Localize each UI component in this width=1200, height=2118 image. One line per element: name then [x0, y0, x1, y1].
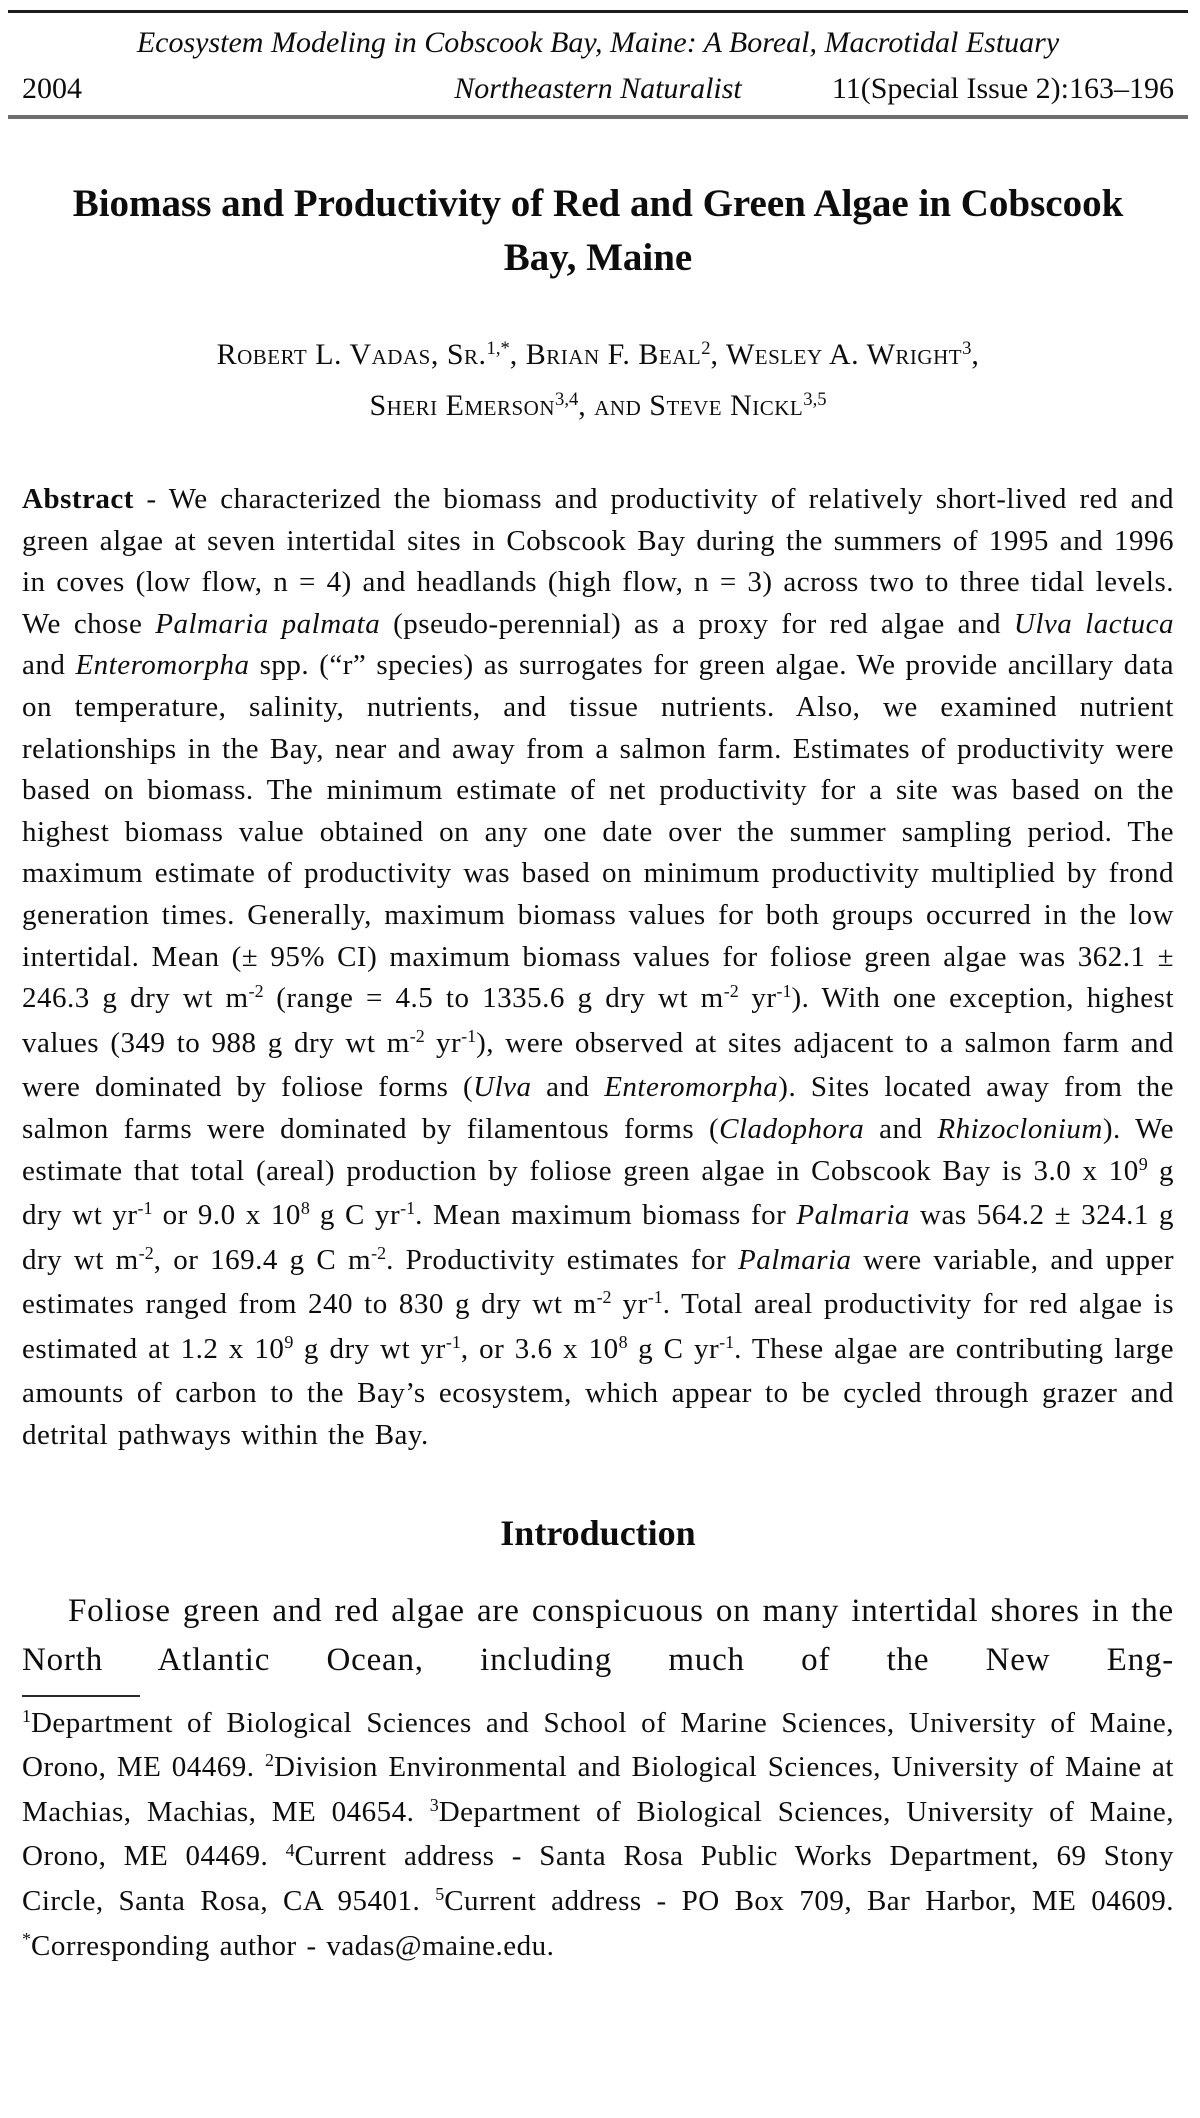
footnote-rule	[22, 1695, 140, 1697]
journal-meta-row	[22, 71, 1174, 107]
top-rule	[8, 10, 1188, 13]
publication-year: 2004	[22, 72, 82, 105]
author-byline	[22, 331, 1174, 433]
abstract-paragraph: Abstract - We characterized the biomass and productivity of relatively short-lived red and green algae at seven intertidal sites in Cobscook Bay during the summers of 1995 and 1996 in coves (low flow, n = 4) and headlands (high flow, n = 3) across two to three tidal levels. We chose Palmaria palmata (pseudo-perennial) as a proxy for red algae and Ulva lactuca and Enteromorpha spp. (“r” species) as surrogates for green algae. We provide ancillary data on temperature, salinity, nutrients, and tissue nutrients. Also, we examined nutrient relationships in the Bay, near and away from a salmon farm. Estimates of productivity were based on biomass. The minimum estimate of net productivity for a site was based on the highest biomass value obtained on any one date over the summer sampling period. The maximum estimate of productivity was based on minimum productivity multiplied by frond generation times. Generally, maximum biomass values for both groups occurred in the low intertidal. Mean (± 95% CI) maximum biomass values for foliose green algae was 362.1 ± 246.3 g dry wt $m^{-2}$ (range = 4.5 to 1335.6 g dry wt $m^{-2}$ $yr^{-1}$). With one exception, highest values (349 to 988 g dry wt $m^{-2}$ $yr^{-1}$), were observed at sites adjacent to a salmon farm and were dominated by foliose forms (Ulva and Enteromorpha). Sites located away from the salmon farms were dominated by filamentous forms (Cladophora and Rhizoclonium). We estimate that total (areal) production by foliose green algae in Cobscook Bay is 3.0 x $10^9$ g dry wt $yr^{-1}$ or 9.0 x $10^8$ g C $yr^{-1}$. Mean maximum biomass for Palmaria was 564.2 ± 324.1 g dry wt $m^{-2}$, or 169.4 g C $m^{-2}$. Productivity estimates for Palmaria were variable, and upper estimates ranged from 240 to 830 g dry wt $m^{-2}$ $yr^{-1}$. Total areal productivity for red algae is estimated at 1.2 x $10^9$ g dry wt $yr^{-1}$, or 3.6 x $10^8$ g C $yr^{-1}$. These algae are contributing large amounts of carbon to the Bay’s ecosystem, which appear to be cycled through grazer and detrital pathways within the Bay.	[22, 483, 1175, 1452]
header-divider-rule	[8, 115, 1188, 119]
introduction-heading: Introduction	[500, 1512, 696, 1553]
journal-name: Northeastern Naturalist	[454, 72, 742, 105]
journal-article-page	[0, 10, 1200, 1970]
author-line-1: Robert L. Vadas, Sr.$^{1,*}$, Brian F. Beal$^2$, Wesley A. Wright$^3$,	[216, 337, 980, 371]
volume-issue-pages: 11(Special Issue 2):163–196	[831, 72, 1175, 105]
running-title: Ecosystem Modeling in Cobscook Bay, Maine: A Boreal, Macrotidal Estuary	[136, 26, 1060, 59]
author-line-2: Sheri Emerson$^{3,4}$, and Steve Nickl$^{3,5}$	[369, 388, 827, 422]
footnotes-paragraph: $^1$Department of Biological Sciences and School of Marine Sciences, University of Maine, Orono, ME 04469. $^2$Division Environmental and Biological Sciences, University of Maine at Machias, Machias, ME 04654. $^3$Department of Biological Sciences, University of Maine, Orono, ME 04469. $^4$Current address - Santa Rosa Public Works Department, 69 Stony Circle, Santa Rosa, CA 95401. $^5$Current address - PO Box 709, Bar Harbor, ME 04609. *Corresponding author - vadas@maine.edu.	[22, 1705, 1174, 1962]
introduction-paragraph: Foliose green and red algae are conspicuous on many intertidal shores in the North Atlantic Ocean, including much of the New Eng-	[22, 1592, 1174, 1678]
article-title: Biomass and Productivity of Red and Green Algae in Cobscook Bay, Maine	[72, 182, 1124, 279]
